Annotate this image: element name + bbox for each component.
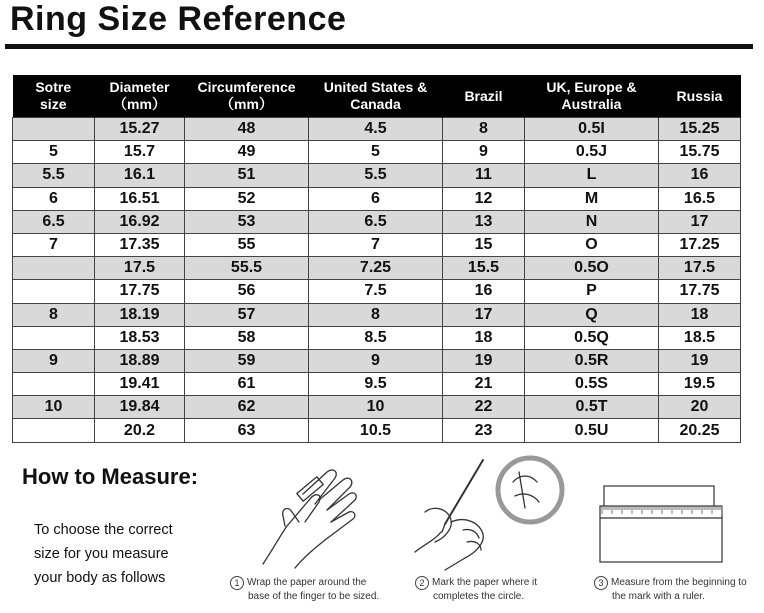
cell-uk-europe-australia: 0.5I xyxy=(525,118,659,141)
header-russia: Russia xyxy=(659,75,741,118)
cell-diameter: 16.92 xyxy=(95,210,185,233)
cell-circumference: 58 xyxy=(185,326,309,349)
cell-us-canada: 4.5 xyxy=(309,118,443,141)
cell-uk-europe-australia: L xyxy=(525,164,659,187)
header-store-size: Sotre size xyxy=(13,75,95,118)
pen-mark-illustration xyxy=(405,452,565,574)
cell-diameter: 16.1 xyxy=(95,164,185,187)
cell-store-size xyxy=(13,118,95,141)
cell-brazil: 13 xyxy=(443,210,525,233)
hand-wrap-illustration xyxy=(255,464,375,574)
cell-russia: 16 xyxy=(659,164,741,187)
cell-store-size xyxy=(13,419,95,442)
cell-uk-europe-australia: 0.5U xyxy=(525,419,659,442)
cell-diameter: 17.5 xyxy=(95,257,185,280)
cell-store-size: 8 xyxy=(13,303,95,326)
step-3-caption: 3 Measure from the beginning to the mark with a ruler. xyxy=(594,576,747,603)
cell-russia: 17.75 xyxy=(659,280,741,303)
header-diameter: Diameter （mm） xyxy=(95,75,185,118)
cell-store-size: 5.5 xyxy=(13,164,95,187)
cell-russia: 20 xyxy=(659,396,741,419)
cell-store-size: 9 xyxy=(13,349,95,372)
cell-circumference: 59 xyxy=(185,349,309,372)
table-row xyxy=(13,326,741,349)
cell-brazil: 16 xyxy=(443,280,525,303)
instruction-line: To choose the correct xyxy=(34,522,173,538)
table-row xyxy=(13,280,741,303)
cell-diameter: 16.51 xyxy=(95,187,185,210)
cell-us-canada: 7.25 xyxy=(309,257,443,280)
header-uk-europe-australia: UK, Europe & Australia xyxy=(525,75,659,118)
table-row xyxy=(13,373,741,396)
cell-brazil: 19 xyxy=(443,349,525,372)
cell-uk-europe-australia: M xyxy=(525,187,659,210)
cell-brazil: 22 xyxy=(443,396,525,419)
cell-russia: 19 xyxy=(659,349,741,372)
cell-circumference: 51 xyxy=(185,164,309,187)
step-1-caption: 1 Wrap the paper around the base of the finger to be sized. xyxy=(230,576,379,603)
cell-store-size: 7 xyxy=(13,233,95,256)
cell-store-size xyxy=(13,326,95,349)
cell-russia: 16.5 xyxy=(659,187,741,210)
cell-circumference: 63 xyxy=(185,419,309,442)
table-row xyxy=(13,187,741,210)
step-number-badge: 3 xyxy=(594,576,608,590)
cell-brazil: 17 xyxy=(443,303,525,326)
table-row xyxy=(13,303,741,326)
table-row xyxy=(13,141,741,164)
cell-store-size xyxy=(13,257,95,280)
cell-circumference: 62 xyxy=(185,396,309,419)
cell-diameter: 19.84 xyxy=(95,396,185,419)
cell-diameter: 17.35 xyxy=(95,233,185,256)
cell-us-canada: 7.5 xyxy=(309,280,443,303)
cell-diameter: 18.89 xyxy=(95,349,185,372)
instruction-line: size for you measure xyxy=(34,546,169,562)
cell-diameter: 20.2 xyxy=(95,419,185,442)
cell-brazil: 9 xyxy=(443,141,525,164)
cell-uk-europe-australia: N xyxy=(525,210,659,233)
cell-brazil: 18 xyxy=(443,326,525,349)
cell-diameter: 18.53 xyxy=(95,326,185,349)
cell-us-canada: 6 xyxy=(309,187,443,210)
cell-us-canada: 9 xyxy=(309,349,443,372)
cell-russia: 15.75 xyxy=(659,141,741,164)
cell-store-size: 5 xyxy=(13,141,95,164)
cell-store-size: 6 xyxy=(13,187,95,210)
table-row xyxy=(13,396,741,419)
step-number-badge: 2 xyxy=(415,576,429,590)
cell-uk-europe-australia: 0.5T xyxy=(525,396,659,419)
table-row xyxy=(13,257,741,280)
cell-brazil: 21 xyxy=(443,373,525,396)
cell-uk-europe-australia: 0.5Q xyxy=(525,326,659,349)
ring-size-table xyxy=(12,75,740,445)
cell-russia: 17.25 xyxy=(659,233,741,256)
cell-uk-europe-australia: 0.5O xyxy=(525,257,659,280)
cell-us-canada: 5.5 xyxy=(309,164,443,187)
cell-circumference: 55 xyxy=(185,233,309,256)
cell-store-size: 6.5 xyxy=(13,210,95,233)
cell-us-canada: 5 xyxy=(309,141,443,164)
cell-brazil: 8 xyxy=(443,118,525,141)
cell-store-size xyxy=(13,280,95,303)
cell-uk-europe-australia: Q xyxy=(525,303,659,326)
cell-diameter: 19.41 xyxy=(95,373,185,396)
header-brazil: Brazil xyxy=(443,75,525,118)
cell-russia: 17.5 xyxy=(659,257,741,280)
cell-uk-europe-australia: O xyxy=(525,233,659,256)
title-divider xyxy=(5,44,753,49)
cell-russia: 15.25 xyxy=(659,118,741,141)
instruction-line: your body as follows xyxy=(34,570,166,586)
table-row xyxy=(13,210,741,233)
cell-uk-europe-australia: 0.5R xyxy=(525,349,659,372)
cell-us-canada: 8.5 xyxy=(309,326,443,349)
cell-diameter: 17.75 xyxy=(95,280,185,303)
cell-russia: 17 xyxy=(659,210,741,233)
cell-brazil: 23 xyxy=(443,419,525,442)
cell-us-canada: 10.5 xyxy=(309,419,443,442)
cell-us-canada: 6.5 xyxy=(309,210,443,233)
cell-circumference: 52 xyxy=(185,187,309,210)
header-circumference: Circumference （mm） xyxy=(185,75,309,118)
cell-russia: 20.25 xyxy=(659,419,741,442)
cell-store-size xyxy=(13,373,95,396)
cell-brazil: 15 xyxy=(443,233,525,256)
cell-russia: 19.5 xyxy=(659,373,741,396)
page-title: Ring Size Reference xyxy=(10,0,347,38)
cell-uk-europe-australia: P xyxy=(525,280,659,303)
table-row xyxy=(13,164,741,187)
cell-circumference: 53 xyxy=(185,210,309,233)
ruler-illustration xyxy=(596,476,726,574)
cell-us-canada: 9.5 xyxy=(309,373,443,396)
cell-russia: 18.5 xyxy=(659,326,741,349)
cell-brazil: 15.5 xyxy=(443,257,525,280)
cell-circumference: 49 xyxy=(185,141,309,164)
table-row xyxy=(13,349,741,372)
table-row xyxy=(13,118,741,141)
cell-circumference: 48 xyxy=(185,118,309,141)
header-us-canada: United States & Canada xyxy=(309,75,443,118)
cell-diameter: 15.7 xyxy=(95,141,185,164)
table-row xyxy=(13,419,741,442)
cell-uk-europe-australia: 0.5S xyxy=(525,373,659,396)
cell-circumference: 56 xyxy=(185,280,309,303)
cell-store-size: 10 xyxy=(13,396,95,419)
cell-russia: 18 xyxy=(659,303,741,326)
cell-us-canada: 8 xyxy=(309,303,443,326)
cell-us-canada: 7 xyxy=(309,233,443,256)
cell-brazil: 11 xyxy=(443,164,525,187)
table-header-row xyxy=(13,75,741,118)
cell-circumference: 61 xyxy=(185,373,309,396)
how-to-measure-title: How to Measure: xyxy=(22,464,199,489)
step-number-badge: 1 xyxy=(230,576,244,590)
step-2-caption: 2 Mark the paper where it completes the circle. xyxy=(415,576,537,603)
cell-uk-europe-australia: 0.5J xyxy=(525,141,659,164)
cell-us-canada: 10 xyxy=(309,396,443,419)
cell-brazil: 12 xyxy=(443,187,525,210)
table-row xyxy=(13,233,741,256)
cell-circumference: 55.5 xyxy=(185,257,309,280)
cell-circumference: 57 xyxy=(185,303,309,326)
cell-diameter: 15.27 xyxy=(95,118,185,141)
cell-diameter: 18.19 xyxy=(95,303,185,326)
